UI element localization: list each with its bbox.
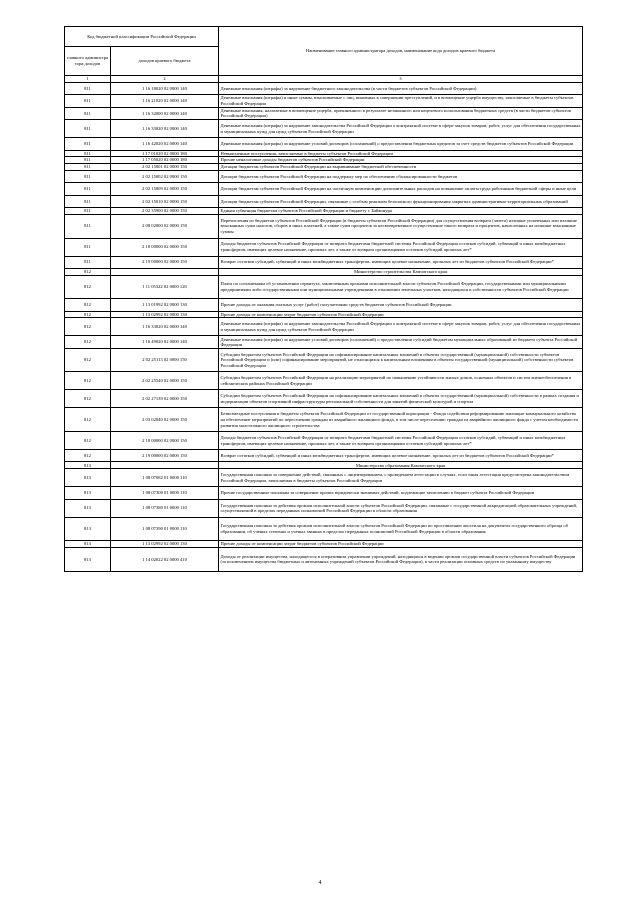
- admin-code-cell: 812: [65, 348, 111, 372]
- kbk-header-cell: Код бюджетной классификации Российской Федерации: [65, 27, 219, 47]
- description-cell: Невыясненные поступления, зачисляемые в бюджеты субъектов Российской Федерации: [219, 150, 583, 157]
- description-cell: Денежные взыскания (штрафы) за нарушение законодательства Российской Федерации о контрактной системе в сфере закупок товаров, работ, услуг для обеспечения государственных и муниципальных нужд для нужд субъектов Российской Федерации: [219, 120, 583, 138]
- description-cell: Возврат остатков субсидий, субвенций и иных межбюджетных трансфертов, имеющих целевое назначение, прошлых лет из бюджетов субъектов Российской Федерации*: [219, 256, 583, 268]
- admin-code-cell: 811: [65, 107, 111, 119]
- admin-code-cell: 811: [65, 214, 111, 238]
- income-code-cell: 2 18 00000 02 0000 150: [111, 432, 219, 450]
- admin-code-cell: 812: [65, 299, 111, 311]
- description-cell: Государственная пошлина за действия органов исполнительной власти субъектов Российской Федерации, связанные с государственной аккредитацией образовательных учреждений, осуществляемой в пределах переданных полномочий Российской Федерации в области образования: [219, 499, 583, 517]
- income-code-cell: 2 02 15002 02 0000 150: [111, 170, 219, 182]
- description-cell: Дотации бюджетам субъектов Российской Федерации на поддержку мер по обеспечению сбалансированности бюджетов: [219, 170, 583, 182]
- income-code-cell: 1 08 07082 01 0000 110: [111, 469, 219, 487]
- description-cell: Субсидии бюджетам субъектов Российской Федерации на софинансирование капитальных вложений в объекты государственной (муниципальной) собственности в рамках создания и модернизации объектов спортивной инфраструктуры региональной собственности для занятий физической культурой и спортом: [219, 390, 583, 408]
- income-code-cell: 2 19 00000 02 0000 150: [111, 450, 219, 462]
- admin-code-cell: 812: [65, 336, 111, 348]
- table-row: [65, 432, 583, 450]
- income-code-cell: 1 16 42020 02 0000 140: [111, 138, 219, 150]
- description-cell: Доходы от реализации имущества, находящегося в оперативном управлении учреждений, находящихся в ведении органов государственной власти субъектов Российской Федерации (за исключением имущества бюджетных и автономных учреждений субъектов Российской Федерации), в части реализации основных средств по указанному имуществу: [219, 548, 583, 572]
- income-code-cell: 1 13 02992 02 0000 130: [111, 311, 219, 318]
- description-cell: Государственная пошлина за действия органов исполнительной власти субъектов Российской Федерации по проставлению апостиля на документах государственного образца об образовании, об ученых степенях и ученых званиях в пределах переданных полномочий Российской Федерации в области образования: [219, 517, 583, 541]
- admin-code-cell: 812: [65, 311, 111, 318]
- description-cell: Денежные взыскания (штрафы) за нарушение условий договоров (соглашений) о предоставлении бюджетных кредитов за счет средств бюджетов субъектов Российской Федерации: [219, 138, 583, 150]
- table-row: [65, 390, 583, 408]
- income-code-cell: 1 17 05020 02 0000 180: [111, 157, 219, 164]
- description-cell: Дотации бюджетам субъектов Российской Федерации, связанные с особым режимом безопасного функционирования закрытых административно-территориальных образований: [219, 195, 583, 207]
- table-row: [65, 372, 583, 390]
- table-row: [65, 120, 583, 138]
- description-cell: Государственная пошлина за совершение действий, связанных с лицензированием, с проведением аттестации в случаях, если такая аттестация предусмотрена законодательством Российской Федерации, зачисляемая в бюджеты субъектов Российской Федерации: [219, 469, 583, 487]
- description-cell: Субсидии бюджетам субъектов Российской Федерации на реализацию мероприятий по повышению устойчивости жилых домов, основных объектов и систем жизнеобеспечения в сейсмических районах Российской Федерации: [219, 372, 583, 390]
- description-cell: Дотации бюджетам субъектов Российской Федерации на выравнивание бюджетной обеспеченности: [219, 164, 583, 171]
- description-cell: Денежные взыскания (штрафы) за нарушение законодательства Российской Федерации о контрактной системе в сфере закупок товаров, работ, услуг для обеспечения государственных и муниципальных нужд для нужд субъектов Российской Федерации: [219, 318, 583, 336]
- admin-code-cell: 811: [65, 138, 111, 150]
- table-row: [65, 499, 583, 517]
- admin-code-cell: 811: [65, 183, 111, 195]
- table-row: [65, 208, 583, 215]
- description-cell: Прочие государственные пошлины за совершение прочих юридически значимых действий, подлежащие зачислению в бюджет субъекта Российской Федерации: [219, 487, 583, 499]
- column-number-row: [65, 76, 583, 83]
- admin-code-cell: 813: [65, 517, 111, 541]
- description-cell: Возврат остатков субсидий, субвенций и иных межбюджетных трансфертов, имеющих целевое назначение, прошлых лет из бюджетов субъектов Российской Федерации*: [219, 450, 583, 462]
- income-code-cell: 1 16 32000 02 0000 140: [111, 107, 219, 119]
- table-row: [65, 487, 583, 499]
- admin-code-cell: 812: [65, 408, 111, 432]
- admin-code-cell: 812: [65, 275, 111, 299]
- admin-code-cell: 812: [65, 390, 111, 408]
- table-row: [65, 517, 583, 541]
- description-cell: Безвозмездные поступления в бюджеты субъектов Российской Федерации от государственной корпорации - Фонда содействия реформированию жилищно-коммунального хозяйства на обеспечение мероприятий по переселению граждан из аварийного жилищного фонда, в том числе переселению граждан из аварийного жилищного фонда с учетом необходимости развития малоэтажного жилищного строительства: [219, 408, 583, 432]
- table-row: [65, 95, 583, 107]
- income-code-cell: 2 02 35900 02 0000 150: [111, 208, 219, 215]
- table-row: [65, 299, 583, 311]
- table-row: [65, 195, 583, 207]
- table-row: [65, 183, 583, 195]
- income-code-cell: 1 16 18020 02 0000 140: [111, 83, 219, 95]
- income-code-cell: 2 08 02000 02 0000 150: [111, 214, 219, 238]
- description-cell: Денежные взыскания (штрафы) за нарушение условий договоров (соглашений) о предоставлении субсидий бюджетам муниципальных образований из бюджета субъекта Российской Федерации: [219, 336, 583, 348]
- budget-classification-table: [64, 26, 583, 572]
- table-row: [65, 408, 583, 432]
- section-row: [65, 268, 583, 275]
- income-code-cell: 1 17 01020 02 0000 180: [111, 150, 219, 157]
- income-code-cell: 2 02 15009 02 0000 150: [111, 183, 219, 195]
- admin-code-cell: 812: [65, 268, 111, 275]
- admin-code-cell: 811: [65, 164, 111, 171]
- table-row: [65, 214, 583, 238]
- description-cell: Денежные взыскания (штрафы) за нарушение бюджетного законодательства (в части бюджетов субъектов Российской Федерации): [219, 83, 583, 95]
- income-code-cell: 1 14 02022 02 0000 410: [111, 548, 219, 572]
- admin-code-cell: 813: [65, 487, 111, 499]
- income-code-cell: 1 08 07380 01 0000 110: [111, 499, 219, 517]
- admin-code-cell: 813: [65, 548, 111, 572]
- admin-code-cell: 812: [65, 450, 111, 462]
- admin-code-cell: 811: [65, 157, 111, 164]
- income-code-cell: 1 16 21020 02 0000 140: [111, 95, 219, 107]
- admin-code-cell: 811: [65, 170, 111, 182]
- income-code-cell: 1 11 05322 02 0000 120: [111, 275, 219, 299]
- section-title-cell: Министерство строительства Камчатского края: [219, 268, 583, 275]
- income-code-cell: 1 08 07390 01 0000 110: [111, 517, 219, 541]
- description-cell: Доходы бюджетов субъектов Российской Федерации от возврата бюджетами бюджетной системы Российской Федерации остатков субсидий, субвенций и иных межбюджетных трансфертов, имеющих целевое назначение, прошлых лет, а также от возврата организациями остатков субсидий прошлых лет*: [219, 238, 583, 256]
- income-code-cell: 2 02 25540 02 0000 150: [111, 372, 219, 390]
- table-row: [65, 157, 583, 164]
- table-row: [65, 318, 583, 336]
- admin-code-cell: 813: [65, 462, 111, 469]
- admin-code-cell: 812: [65, 432, 111, 450]
- income-header-cell: доходов краевого бюджета: [111, 47, 219, 76]
- income-code-cell: 2 02 27139 02 0000 150: [111, 390, 219, 408]
- name-header-cell: Наименование главного администратора доходов, наименование кода доходов краевого бюджета: [219, 27, 583, 76]
- description-cell: Дотации бюджетам субъектов Российской Федерации на частичную компенсацию дополнительных расходов на повышение оплаты труда работников бюджетной сферы и иные цели: [219, 183, 583, 195]
- table-row: [65, 83, 583, 95]
- table-row: [65, 450, 583, 462]
- table-row: [65, 469, 583, 487]
- section-title-cell: Министерство образования Камчатского края: [219, 462, 583, 469]
- description-cell: Прочие доходы от оказания платных услуг (работ) получателями средств бюджетов субъектов Российской Федерации: [219, 299, 583, 311]
- income-code-cell: 2 03 02040 02 0000 150: [111, 408, 219, 432]
- table-row: [65, 138, 583, 150]
- table-row: [65, 150, 583, 157]
- column-number: 1: [65, 76, 111, 83]
- income-code-cell: 2 19 00000 02 0000 150: [111, 256, 219, 268]
- admin-code-cell: 811: [65, 150, 111, 157]
- admin-code-cell: 811: [65, 95, 111, 107]
- income-code-cell: 1 16 49020 02 0000 140: [111, 336, 219, 348]
- income-code-cell: 2 02 25113 02 0000 150: [111, 348, 219, 372]
- description-cell: Прочие неналоговые доходы бюджетов субъектов Российской Федерации: [219, 157, 583, 164]
- income-code-cell: [111, 268, 219, 275]
- admin-code-cell: 811: [65, 238, 111, 256]
- income-code-cell: 1 13 02992 02 0000 130: [111, 541, 219, 548]
- admin-code-cell: 811: [65, 256, 111, 268]
- table-row: [65, 548, 583, 572]
- admin-code-cell: 811: [65, 83, 111, 95]
- column-number: 3: [219, 76, 583, 83]
- description-cell: Плата по соглашениям об установлении сервитута, заключенным органами исполнительной власти субъектов Российской Федерации, государственными или муниципальными предприятиями либо государственными или муниципальными учреждениями в отношении земельных участков, находящихся в собственности субъектов Российской Федерации: [219, 275, 583, 299]
- table-row: [65, 348, 583, 372]
- table-row: [65, 336, 583, 348]
- income-code-cell: 1 08 07300 01 0000 110: [111, 487, 219, 499]
- table-header-row: [65, 27, 583, 47]
- description-cell: Единая субвенция бюджетам субъектов Российской Федерации и бюджету г. Байконура: [219, 208, 583, 215]
- income-code-cell: 2 02 15001 02 0000 150: [111, 164, 219, 171]
- table-row: [65, 256, 583, 268]
- table-row: [65, 541, 583, 548]
- description-cell: Денежные взыскания, налагаемые в возмещение ущерба, причиненного в результате незаконного или нецелевого использования бюджетных средств (в части бюджетов субъектов Российской Федерации): [219, 107, 583, 119]
- table-row: [65, 164, 583, 171]
- admin-code-cell: 811: [65, 195, 111, 207]
- description-cell: Перечисления из бюджетов субъектов Российской Федерации (в бюджеты субъектов Российской Федерации) для осуществления возврата (зачета) излишне уплаченных или излишне взысканных сумм налогов, сборов и иных платежей, а также сумм процентов за несвоевременное осуществление такого возврата и процентов, начисленных на излишне взысканные суммы: [219, 214, 583, 238]
- income-code-cell: 1 16 33020 02 0000 140: [111, 120, 219, 138]
- admin-code-cell: 813: [65, 499, 111, 517]
- income-code-cell: [111, 462, 219, 469]
- table-row: [65, 238, 583, 256]
- admin-code-cell: 811: [65, 208, 111, 215]
- table-row: [65, 107, 583, 119]
- page-number: 4: [318, 880, 322, 886]
- description-cell: Доходы бюджетов субъектов Российской Федерации от возврата бюджетами бюджетной системы Российской Федерации остатков субсидий, субвенций и иных межбюджетных трансфертов, имеющих целевое назначение, прошлых лет, а также от возврата организациями остатков субсидий прошлых лет*: [219, 432, 583, 450]
- table-row: [65, 311, 583, 318]
- description-cell: Прочие доходы от компенсации затрат бюджетов субъектов Российской Федерации: [219, 311, 583, 318]
- admin-header-cell: главного администра тора доходов: [65, 47, 111, 76]
- admin-code-cell: 813: [65, 541, 111, 548]
- income-code-cell: 1 16 33020 02 0000 140: [111, 318, 219, 336]
- table-row: [65, 170, 583, 182]
- table-row: [65, 275, 583, 299]
- income-code-cell: 1 13 01992 02 0000 130: [111, 299, 219, 311]
- admin-code-cell: 812: [65, 372, 111, 390]
- income-code-cell: 2 02 15010 02 0000 150: [111, 195, 219, 207]
- section-row: [65, 462, 583, 469]
- column-number: 2: [111, 76, 219, 83]
- admin-code-cell: 812: [65, 318, 111, 336]
- description-cell: Денежные взыскания (штрафы) и иные суммы, взыскиваемые с лиц, виновных в совершении преступлений, и в возмещение ущерба имуществу, зачисляемые в бюджеты субъектов Российской Федерации: [219, 95, 583, 107]
- income-code-cell: 2 18 00000 02 0000 150: [111, 238, 219, 256]
- description-cell: Субсидии бюджетам субъектов Российской Федерации на софинансирование капитальных вложений в объекты государственной (муниципальной) собственности субъектов Российской Федерации и (или) софинансирование мероприятий, не относящихся к капитальным вложениям в объекты государственной (муниципальной) собственности субъектов Российской Федерации: [219, 348, 583, 372]
- admin-code-cell: 811: [65, 120, 111, 138]
- description-cell: Прочие доходы от компенсации затрат бюджетов субъектов Российской Федерации: [219, 541, 583, 548]
- admin-code-cell: 813: [65, 469, 111, 487]
